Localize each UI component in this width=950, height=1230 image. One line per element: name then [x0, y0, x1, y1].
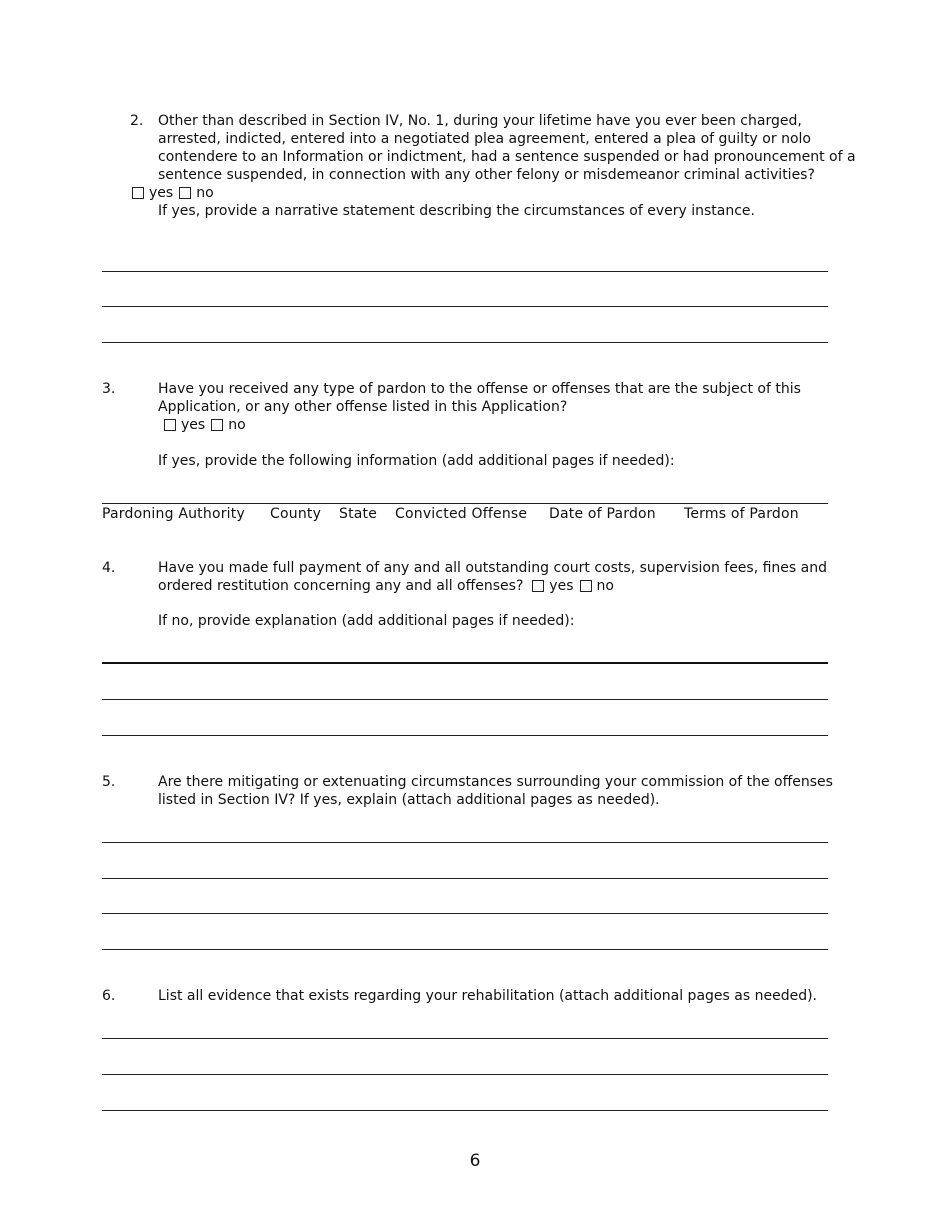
q4-line-1: Have you made full payment of any and all outstanding court costs, supervision fees, fines and — [158, 560, 827, 576]
q3-line-1: Have you received any type of pardon to the offense or offenses that are the subject of this — [158, 381, 801, 397]
q2-number: 2. — [130, 113, 144, 129]
q4-answer-line-2[interactable] — [102, 699, 828, 700]
q4-followup: If no, provide explanation (add additional pages if needed): — [158, 613, 575, 629]
q5-answer-line-4[interactable] — [102, 949, 828, 950]
q2-line-4: sentence suspended, in connection with any other felony or misdemeanor criminal activities? — [158, 167, 815, 183]
q4-no-checkbox[interactable] — [580, 580, 592, 592]
q2-line-1: Other than described in Section IV, No. 1, during your lifetime have you ever been charged, — [158, 113, 802, 129]
q3-yes-checkbox[interactable] — [164, 419, 176, 431]
q5-number: 5. — [102, 774, 116, 790]
q3-no-label: no — [228, 417, 246, 433]
q6-number: 6. — [102, 988, 116, 1004]
pardon-col-terms: Terms of Pardon — [684, 506, 799, 522]
pardon-col-offense: Convicted Offense — [395, 506, 528, 522]
q4-line-2: ordered restitution concerning any and all offenses? — [158, 578, 524, 594]
q5-line-1: Are there mitigating or extenuating circumstances surrounding your commission of the offenses — [158, 774, 833, 790]
q3-yes-label: yes — [181, 417, 206, 433]
q4-yes-label: yes — [549, 578, 574, 594]
q3-question — [158, 380, 801, 416]
q5-answer-line-2[interactable] — [102, 878, 828, 879]
q5-line-2: listed in Section IV? If yes, explain (attach additional pages as needed). — [158, 792, 660, 808]
q5-answer-line-1[interactable] — [102, 842, 828, 843]
q2-answer-line-2[interactable] — [102, 306, 828, 307]
pardon-col-county: County — [270, 506, 322, 522]
q6-answer-line-1[interactable] — [102, 1038, 828, 1039]
q2-answer — [132, 184, 220, 202]
pardon-col-state: State — [339, 506, 378, 522]
q6-answer-line-2[interactable] — [102, 1074, 828, 1075]
q4-answer-line-1[interactable] — [102, 662, 828, 664]
q4-line-2-row — [158, 577, 827, 595]
q2-no-label: no — [196, 185, 214, 201]
q2-followup: If yes, provide a narrative statement describing the circumstances of every instance. — [158, 203, 755, 219]
q3-no-checkbox[interactable] — [211, 419, 223, 431]
q5-answer-line-3[interactable] — [102, 913, 828, 914]
q6-answer-line-3[interactable] — [102, 1110, 828, 1111]
page-number: 6 — [469, 1151, 481, 1171]
q4-yes-checkbox[interactable] — [532, 580, 544, 592]
q3-number: 3. — [102, 381, 116, 397]
q4-answer-line-3[interactable] — [102, 735, 828, 736]
q2-no-checkbox[interactable] — [179, 187, 191, 199]
q4-number: 4. — [102, 560, 116, 576]
q5-question — [158, 773, 833, 809]
q2-answer-line-1[interactable] — [102, 271, 828, 272]
q4-question — [158, 559, 827, 595]
q2-answer-line-3[interactable] — [102, 342, 828, 343]
q4-no-label: no — [596, 578, 614, 594]
q3-pardon-entry-line[interactable] — [102, 503, 828, 504]
q2-question — [158, 112, 856, 184]
q3-line-2: Application, or any other offense listed in this Application? — [158, 399, 568, 415]
q3-answer — [164, 416, 252, 434]
q2-yes-checkbox[interactable] — [132, 187, 144, 199]
q6-question: List all evidence that exists regarding your rehabilitation (attach additional pages as needed). — [158, 988, 817, 1004]
pardon-col-date: Date of Pardon — [549, 506, 656, 522]
q2-yes-label: yes — [149, 185, 174, 201]
q2-line-3: contendere to an Information or indictment, had a sentence suspended or had pronouncement of a — [158, 149, 856, 165]
q3-followup: If yes, provide the following information (add additional pages if needed): — [158, 453, 675, 469]
q2-line-2: arrested, indicted, entered into a negotiated plea agreement, entered a plea of guilty or nolo — [158, 131, 811, 147]
pardon-col-authority: Pardoning Authority — [102, 506, 245, 522]
